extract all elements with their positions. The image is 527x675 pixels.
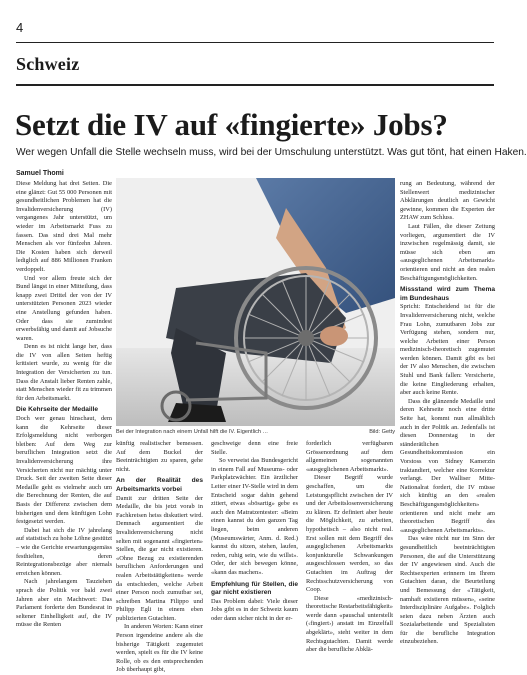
col4-paragraph: forderlich verfügbaren Grössenordnung auf dem allgemeinen sogenannten «ausgeglichenen Arbeitsmarkt».: [306, 440, 393, 473]
col4-paragraph: Diese «medizinisch-theoretische Restarbeitsfähigkeit» werde dann «pauschal unterstellt (‹fingiert›) anstatt im Einzelfall abgeklärt», steht weiter in dem Rechtsgutachten. Damit werde aber die berufliche Abklä-: [306, 594, 393, 654]
col2-paragraph: In anderen Worten: Kann einer Person irgendeine andere als die bisherige Tätigkeit zugemutet werden, spielt es für die IV keine Rolle, ob es den entsprechenden Job überhaupt gibt,: [116, 623, 203, 674]
col3-paragraph: So verweist das Bundesgericht in einem Fall auf Museums- oder Parkplatzwächter. Ein ärztlicher Leiter einer IV-Stelle wird in dem Entscheid sogar dahin gehend zitiert, etwas «bösartig» gebe es auch den Matratzentester: «Beim einen kannst du den ganzen Tag liegen, beim anderen (Museumswärter, Anm. d. Red.) kannst du sitzen, stehen, laufen, reden, ruhig sein, wie du willst». Oder, der sich bewegen könne, «kann das machen».: [211, 457, 298, 576]
col5-paragraph: Dass die glänzende Medaille und deren Kehrseite noch eine dritte Seite hat, kommt nun allmählich auch in der Politik an. Jedenfalls ist diesen Donnerstag in der ständerätlichen Gesundheitskommission ein Vorstoss von Sidney Kamerzin traktandiert, welcher eine Korrektur verlangt. Der Walliser Mitte-Nationalrat fordert, die IV müsse sich künftig an den «realen Beschäftigungsmöglichkeiten» orientieren und nicht mehr am theoretischen Begriff des «ausgeglichenen Arbeitsmarkts».: [400, 397, 495, 534]
col5-paragraph: Spricht: Entscheidend ist für die Invalidenversicherung nicht, welche Frau Lohn, zumutbaren Jobs zur Verfügung stehen, sondern nur, welche Arbeiten einer Person medizinisch-theoretisch zugemutet werden können. Damit gibt es bei der IV also Menschen, die zwischen Stuhl und Bank fallen: Versicherte, die keine Eingliederung erhalten, aber auch keine Rente.: [400, 303, 495, 397]
column-4: [306, 440, 393, 654]
column-5: [400, 180, 495, 650]
byline: Samuel Thomi: [16, 170, 64, 177]
col2-paragraph: Damit zur dritten Seite der Medaille, die bis jetzt vorab in Fachkreisen heiss diskutiert wird. Demnach argumentiert die Invalidenversicherung nicht selten mit sogenannt «fingierten» Stellen, die gar nicht existieren. «Ohne Bezug zu existierenden beruflichen Anforderungen und realen Arbeitstätigkeiten» werde da entschieden, welche Arbeit einer Person noch zumutbar sei, schreiben Martina Filippo und Philipp Egli in einem eben publizierten Gutachten.: [116, 494, 203, 622]
header-rule: [16, 42, 494, 43]
col2-paragraph: künftig realistischer bemessen. Auf dem Buckel der Beeinträchtigten zu sparen, gehe nicht.: [116, 440, 203, 473]
col1-paragraph: Diese Meldung hat drei Seiten. Die eine glänzt: Gut 55 000 Personen mit gesundheitlichen Problemen hat die Invalidenversicherung (IV) vergangenes Jahr unterstützt, um wieder im Arbeitsmarkt Fuss zu fassen. Das sind drei Mal mehr Menschen als vor fünfzehn Jahren. Die Kosten haben sich derweil lediglich auf 886 Millionen Franken verdoppelt.: [16, 180, 112, 273]
col4-paragraph: Dieser Begriff wurde geschaffen, um die Leistungspflicht zwischen der IV und der Arbeitslosenversicherung zu klären. Er definiert aber heute die Möglichkeit, zu arbeiten, hypothetisch – also nicht real. Erst sollen mit dem Begriff des ausgeglichenen Arbeitsmarkts konjunkturelle Schwankungen ausgeschlossen werden, so das Gutachten im Auftrag der Rechtsschutzversicherung von Coop.: [306, 474, 393, 594]
col1-paragraph: Und vor allem freute sich der Bund längst in einer Mitteilung, dass knapp zwei Drittel der von der IV unterstützten Personen 2023 wieder eine Anstellung gefunden haben. Oder dass sie zumindest erwerbsfähig und damit auf Jobsuche waren.: [16, 274, 112, 342]
caption-text: Bei der Integration nach einem Unfall hilft die IV. Eigentlich …: [116, 429, 269, 435]
col3-paragraph: Das Problem dabei: Viele dieser Jobs gibt es in der Schweiz kaum oder dann sicher nicht in der er-: [211, 597, 298, 622]
section-title: Schweiz: [16, 54, 80, 74]
col2-subheading: An der Realität des Arbeitsmarkts vorbei: [116, 477, 203, 493]
column-2: [116, 440, 203, 674]
page-number: 4: [16, 20, 24, 35]
col5-subheading: Missstand wird zum Thema im Bundeshaus: [400, 286, 495, 302]
headline: Setzt die IV auf «fingierte» Jobs?: [15, 107, 448, 142]
col1-paragraph: Nach jahrelangem Tauziehen sprach die Politik vor bald zwei Jahren aber ein Machtwort: Das Parlament forderte den Bundesrat in seltener Einhelligkeit auf, die IV müsse die Renten: [16, 578, 112, 629]
wheelchair-photo: [116, 178, 395, 426]
photo-caption: [116, 429, 395, 435]
col5-paragraph: Das wäre nicht nur im Sinn der gesundheitlich beeinträchtigten Personen, die auf die Unterstützung der IV angewiesen sind. Auch die Rechtsexperten erinnern im Ihrem Gutachten daran, die Beurteilung und Bemessung der «Tätigkeit, namhaft existieren müssen», «seine Interdisziplinäre Aufgabe». Folglich seien dazu neben Ärzten auch Sozialarbeitende und Spezialisten für die berufliche Integration einzubeziehen.: [400, 535, 495, 646]
col1-paragraph: Denn es ist nicht lange her, dass die IV von allen Seiten heftig kritisiert wurde, zu wenig für die Integration der Versicherten zu tun. Dass die Anstalt lieber Renten zahle, statt Menschen wieder fit zu trimmen für den Arbeitsmarkt.: [16, 343, 112, 402]
col1-paragraph: Dabei hat sich die IV jahrelang auf statistisch zu hohe Löhne gestützt – wie die Gerichte erwartungsgemäss festhielten, deren Reintegrationsbezüge aber niemals erreichen können.: [16, 526, 113, 577]
photo-credit: Bild: Getty: [369, 429, 395, 435]
col1-subheading: Die Kehrseite der Medaille: [16, 406, 99, 414]
col3-paragraph: geschweige denn eine freie Stelle.: [211, 440, 298, 456]
column-1: [16, 180, 112, 650]
section-rule: [16, 84, 494, 86]
column-3: [211, 440, 298, 650]
col5-paragraph: rung an Bedeutung, während der Stellenwert medizinischer Abklärungen deutlich an Gewicht gewinne, kommen die Experten der ZHAW zum Schluss.: [400, 180, 495, 222]
lead: Wer wegen Unfall die Stelle wechseln muss, wird bei der Umschulung unterstützt. Was gut tönt, hat einen Haken.: [16, 147, 527, 158]
col1-paragraph: Doch wer genau hinschaut, dem kann die Kehrseite dieser Erfolgsmeldung nicht verborgen bleiben: Auf dem Weg zur beruflichen Integration setzt die Invalidenversicherung ihre Versicherten nicht nur mächtig unter Druck. Seit der zweiten Seite dieser Medaille geht es vielmehr auch um die Berechnung der Renten, die auf Basis der Differenz zwischen dem bisherigen und dem künftigen Lohn festgesetzt werden.: [16, 415, 112, 526]
col3-subheading: Empfehlung für Stellen, die gar nicht existieren: [211, 580, 298, 597]
col5-paragraph: Laut Fällen, die dieser Zeitung vorliegen, argumentiert die IV inzwischen regelmässig damit, sie müsse sich eben am «ausgeglichenen Arbeitsmarkt» orientieren und nicht an den realen Beschäftigungsmöglichkeiten.: [400, 222, 495, 282]
